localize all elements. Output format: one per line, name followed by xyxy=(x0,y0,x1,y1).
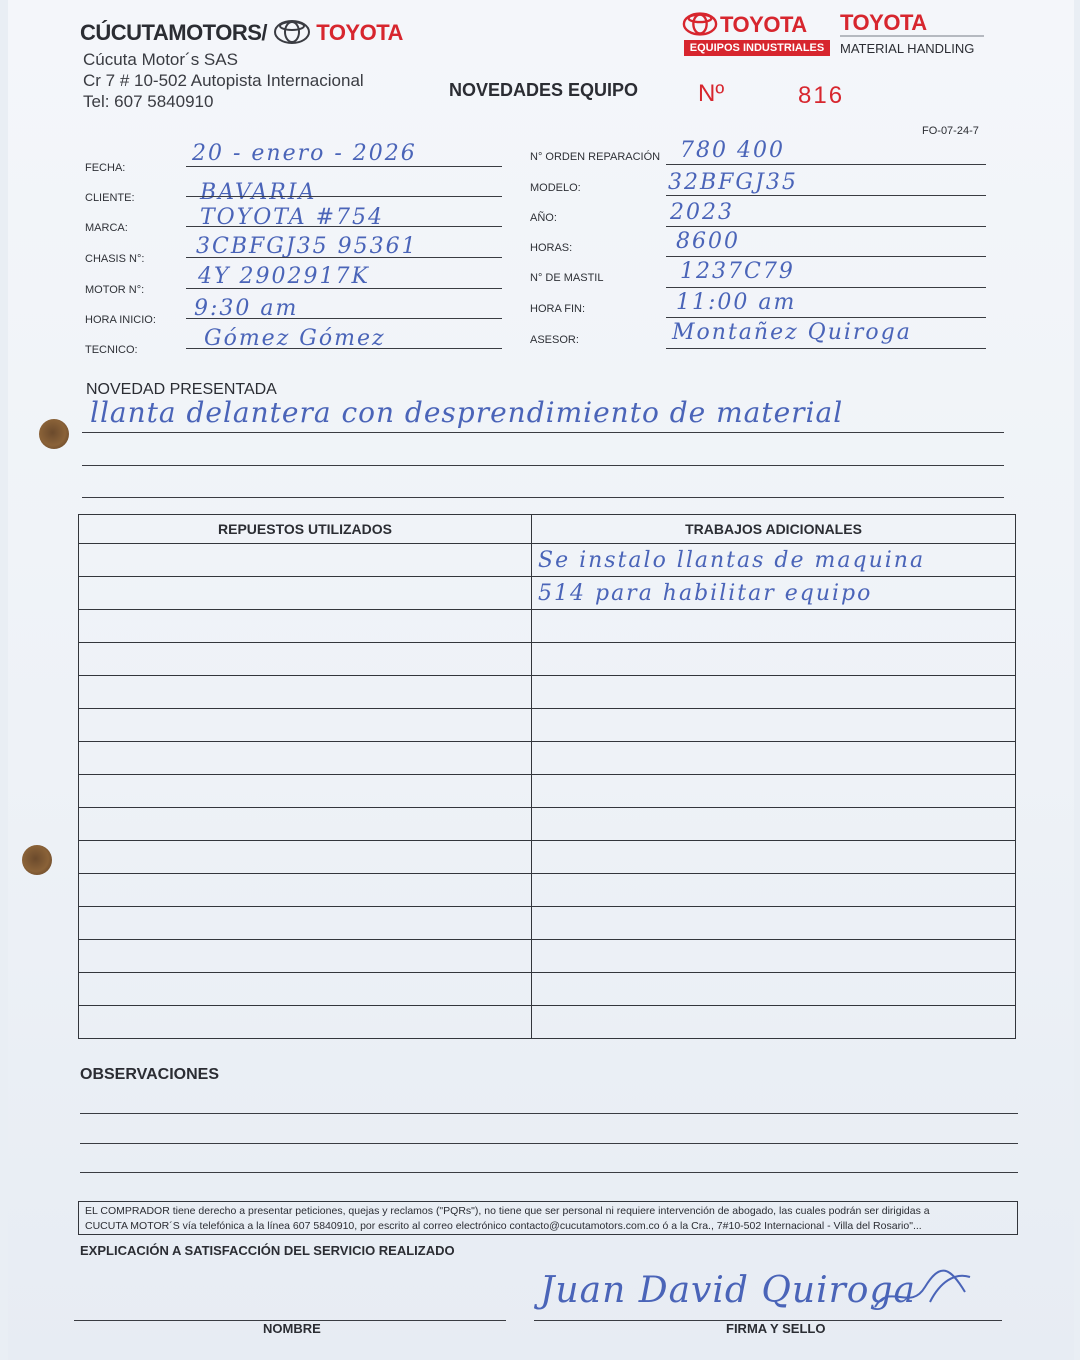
observaciones-label: OBSERVACIONES xyxy=(80,1066,219,1083)
table-row xyxy=(79,1006,1016,1039)
field-value-ano: 2023 xyxy=(670,200,734,225)
field-line xyxy=(186,288,502,289)
observaciones-line-3 xyxy=(80,1172,1018,1173)
signature-scribble-icon xyxy=(870,1262,980,1322)
field-label-chasis: CHASIS N°: xyxy=(85,253,145,265)
trabajos-cell xyxy=(532,676,1016,709)
field-value-hora-fin: 11:00 am xyxy=(676,290,797,315)
table-row xyxy=(79,874,1016,907)
header-trabajos: TRABAJOS ADICIONALES xyxy=(532,515,1016,544)
repuestos-cell xyxy=(79,874,532,907)
table-row xyxy=(79,973,1016,1006)
novedad-line-3 xyxy=(82,497,1004,498)
badge-equipos-industriales: EQUIPOS INDUSTRIALES xyxy=(684,40,830,56)
field-label-marca: MARCA: xyxy=(85,222,128,234)
field-line xyxy=(186,166,502,167)
field-value-fecha: 20 - enero - 2026 xyxy=(192,141,417,166)
field-label-orden: N° ORDEN REPARACIÓN xyxy=(530,151,661,163)
field-value-marca: TOYOTA #754 xyxy=(200,205,385,230)
table-header-row xyxy=(79,515,1016,544)
trabajos-cell xyxy=(532,973,1016,1006)
repuestos-cell xyxy=(79,775,532,808)
pqr-notice-line-1: EL COMPRADOR tiene derecho a presentar peticiones, quejas y reclamos ("PQRs"), no tiene que ser personal ni requiere intervención de abogado, las cuales podrán ser dirigidas a xyxy=(85,1205,930,1217)
company-name: Cúcuta Motor´s SAS xyxy=(83,50,238,69)
table-row xyxy=(79,940,1016,973)
table-row xyxy=(79,643,1016,676)
field-label-ano: AÑO: xyxy=(530,212,557,224)
observaciones-line-1 xyxy=(80,1113,1018,1114)
repuestos-cell xyxy=(79,808,532,841)
field-label-hora-fin: HORA FIN: xyxy=(530,303,586,315)
table-row xyxy=(79,907,1016,940)
field-label-hora-inicio: HORA INICIO: xyxy=(85,314,156,326)
repuestos-cell xyxy=(79,841,532,874)
field-line xyxy=(666,348,986,349)
repuestos-cell xyxy=(79,709,532,742)
toyota-logo-icon xyxy=(273,20,311,44)
field-label-mastil: N° DE MASTIL xyxy=(530,272,604,284)
field-line xyxy=(666,164,986,165)
field-line xyxy=(186,318,502,319)
material-handling: MATERIAL HANDLING xyxy=(840,41,975,56)
field-line xyxy=(186,348,502,349)
trabajos-cell xyxy=(532,643,1016,676)
field-value-asesor: Montañez Quiroga xyxy=(672,320,912,345)
trabajos-cell xyxy=(532,1006,1016,1039)
repuestos-cell xyxy=(79,643,532,676)
signature-name: Juan David Quiroga xyxy=(540,1270,916,1311)
trabajos-cell: Se instalo llantas de maquina xyxy=(532,544,1016,577)
field-line xyxy=(186,257,502,258)
company-phone: Tel: 607 5840910 xyxy=(83,92,214,111)
table-row xyxy=(79,709,1016,742)
field-value-horas: 8600 xyxy=(676,229,740,254)
brand-toyota-right-1: TOYOTA xyxy=(720,12,807,37)
field-label-modelo: MODELO: xyxy=(530,182,581,194)
parts-work-table xyxy=(78,514,1016,1039)
brand-toyota-left: TOYOTA xyxy=(316,20,403,45)
table-row xyxy=(79,775,1016,808)
punch-hole-top xyxy=(39,419,69,449)
repuestos-cell xyxy=(79,544,532,577)
form-number: 816 xyxy=(798,82,845,109)
repuestos-cell xyxy=(79,973,532,1006)
table-row xyxy=(79,808,1016,841)
field-label-asesor: ASESOR: xyxy=(530,334,579,346)
novedad-label: NOVEDAD PRESENTADA xyxy=(86,381,277,398)
firma-label: FIRMA Y SELLO xyxy=(726,1321,826,1336)
toyota-logo-red-icon xyxy=(682,12,718,36)
trabajos-cell xyxy=(532,940,1016,973)
trabajos-cell xyxy=(532,841,1016,874)
trabajos-cell xyxy=(532,874,1016,907)
trabajos-cell xyxy=(532,775,1016,808)
repuestos-cell xyxy=(79,676,532,709)
field-line xyxy=(186,226,502,227)
brand-cucutamotors: CÚCUTAMOTORS xyxy=(80,20,262,45)
form-title: NOVEDADES EQUIPO xyxy=(449,80,639,100)
trabajos-cell xyxy=(532,610,1016,643)
trabajos-cell xyxy=(532,808,1016,841)
field-line xyxy=(666,317,986,318)
table-row xyxy=(79,742,1016,775)
field-value-mastil: 1237C79 xyxy=(680,259,795,284)
brand-toyota-right-2: TOYOTA xyxy=(840,10,927,35)
punch-hole-bottom xyxy=(22,845,52,875)
field-value-chasis: 3CBFGJ35 95361 xyxy=(196,234,418,259)
header-repuestos: REPUESTOS UTILIZADOS xyxy=(79,515,532,544)
novedad-text: llanta delantera con desprendimiento de material xyxy=(90,396,844,429)
brand-separator: / xyxy=(261,20,268,45)
field-label-cliente: CLIENTE: xyxy=(85,192,135,204)
field-label-motor: MOTOR N°: xyxy=(85,284,145,296)
table-row xyxy=(79,841,1016,874)
trabajos-cell xyxy=(532,709,1016,742)
repuestos-cell xyxy=(79,577,532,610)
table-row xyxy=(79,610,1016,643)
field-value-tecnico: Gómez Gómez xyxy=(204,326,386,351)
field-value-cliente: BAVARIA xyxy=(200,180,317,205)
field-line xyxy=(666,195,986,196)
trabajos-cell xyxy=(532,907,1016,940)
nombre-label: NOMBRE xyxy=(263,1321,321,1336)
repuestos-cell xyxy=(79,1006,532,1039)
table-row xyxy=(79,676,1016,709)
field-label-tecnico: TECNICO: xyxy=(85,344,138,356)
repuestos-cell xyxy=(79,742,532,775)
novedad-line-2 xyxy=(82,465,1004,466)
field-line xyxy=(666,256,986,257)
field-label-fecha: FECHA: xyxy=(85,162,126,174)
pqr-notice xyxy=(78,1201,1018,1235)
table-row xyxy=(79,577,1016,610)
material-handling-rule xyxy=(840,35,984,37)
observaciones-line-2 xyxy=(80,1143,1018,1144)
repuestos-cell xyxy=(79,940,532,973)
table-row xyxy=(79,544,1016,577)
form-code: FO-07-24-7 xyxy=(922,125,979,137)
explicacion-label: EXPLICACIÓN A SATISFACCIÓN DEL SERVICIO REALIZADO xyxy=(80,1243,455,1258)
trabajos-cell xyxy=(532,742,1016,775)
field-line xyxy=(186,196,502,197)
field-value-hora-inicio: 9:30 am xyxy=(194,296,299,321)
number-label: Nº xyxy=(698,80,725,107)
field-value-orden: 780 400 xyxy=(680,138,785,163)
repuestos-cell xyxy=(79,610,532,643)
novedad-line-1 xyxy=(82,432,1004,433)
brand-left xyxy=(80,20,403,46)
field-value-motor: 4Y 2902917K xyxy=(198,264,370,289)
pqr-notice-line-2: CUCUTA MOTOR´S vía telefónica a la línea 607 5840910, por escrito al correo electrónico contacto@cucutamotors.com.co ó a la Cra., 7#10-502 Internacional - Villa del Rosario"... xyxy=(85,1220,922,1232)
trabajos-cell: 514 para habilitar equipo xyxy=(532,577,1016,610)
field-line xyxy=(666,226,986,227)
field-label-horas: HORAS: xyxy=(530,242,573,254)
repuestos-cell xyxy=(79,907,532,940)
field-value-modelo: 32BFGJ35 xyxy=(668,170,798,195)
field-line xyxy=(666,287,986,288)
company-address: Cr 7 # 10-502 Autopista Internacional xyxy=(83,71,364,90)
